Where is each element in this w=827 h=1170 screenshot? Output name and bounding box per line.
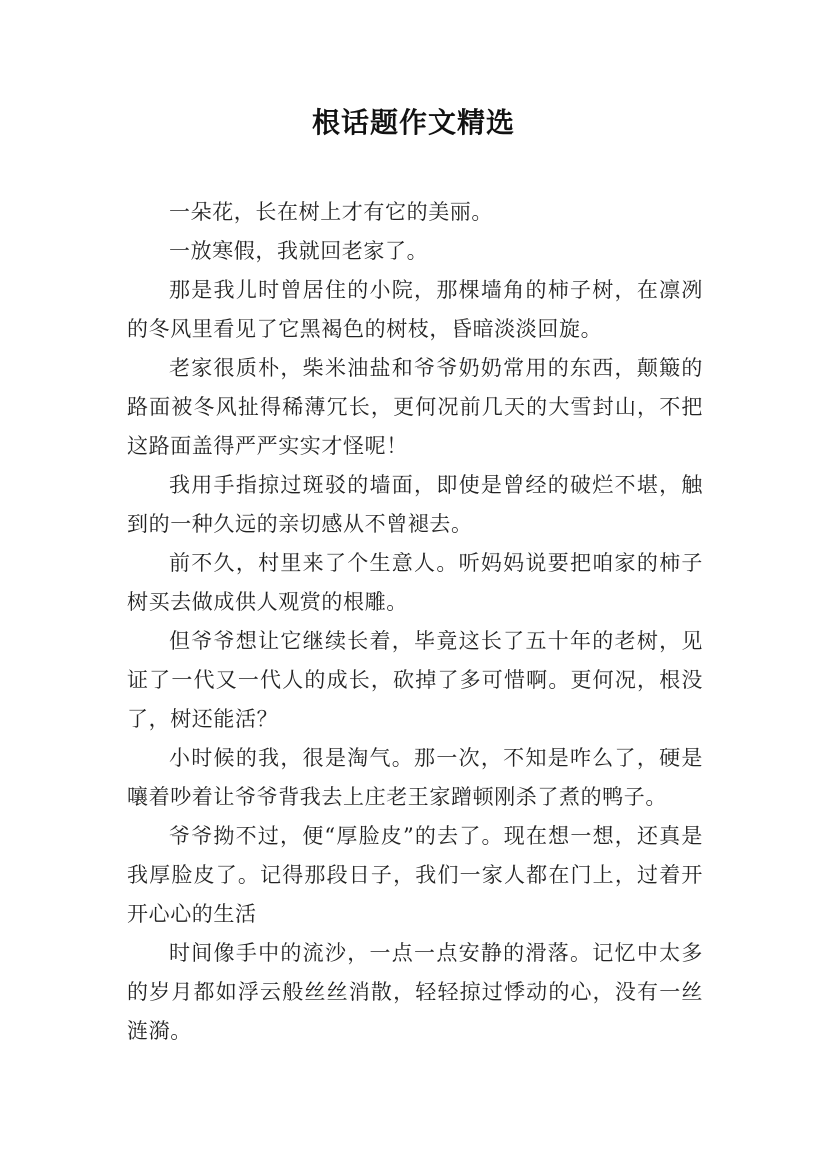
paragraph: 但爷爷想让它继续长着，毕竟这长了五十年的老树，见证了一代又一代人的成长，砍掉了多可惜啊。更何况，根没了，树还能活？ [127,629,703,731]
paragraph: 那是我儿时曾居住的小院，那棵墙角的柿子树，在凛冽的冬风里看见了它黑褐色的树枝，昏暗淡淡回旋。 [127,278,703,341]
paragraph: 一放寒假，我就回老家了。 [169,239,429,263]
paragraph: 一朵花，长在树上才有它的美丽。 [169,200,493,224]
paragraph: 老家很质朴，柴米油盐和爷爷奶奶常用的东西，颠簸的路面被冬风扯得稀薄冗长，更何况前几天的大雪封山，不把这路面盖得严严实实才怪呢！ [127,356,703,458]
paragraph: 小时候的我，很是淘气。那一次，不知是咋么了，硬是嚷着吵着让爷爷背我去上庄老王家蹭顿刚杀了煮的鸭子。 [127,746,703,809]
document-body [127,193,703,1051]
paragraph: 前不久，村里来了个生意人。听妈妈说要把咱家的柿子树买去做成供人观赏的根雕。 [127,551,703,614]
paragraph: 我用手指掠过斑驳的墙面，即使是曾经的破烂不堪，触到的一种久远的亲切感从不曾褪去。 [127,473,703,536]
paragraph: 爷爷拗不过，便“厚脸皮”的去了。现在想一想，还真是我厚脸皮了。记得那段日子，我们一家人都在门上，过着开开心心的生活 [127,824,703,926]
document-title: 根话题作文精选 [311,106,515,139]
paragraph: 时间像手中的流沙，一点一点安静的滑落。记忆中太多的岁月都如浮云般丝丝消散，轻轻掠过悸动的心，没有一丝涟漪。 [127,941,703,1043]
